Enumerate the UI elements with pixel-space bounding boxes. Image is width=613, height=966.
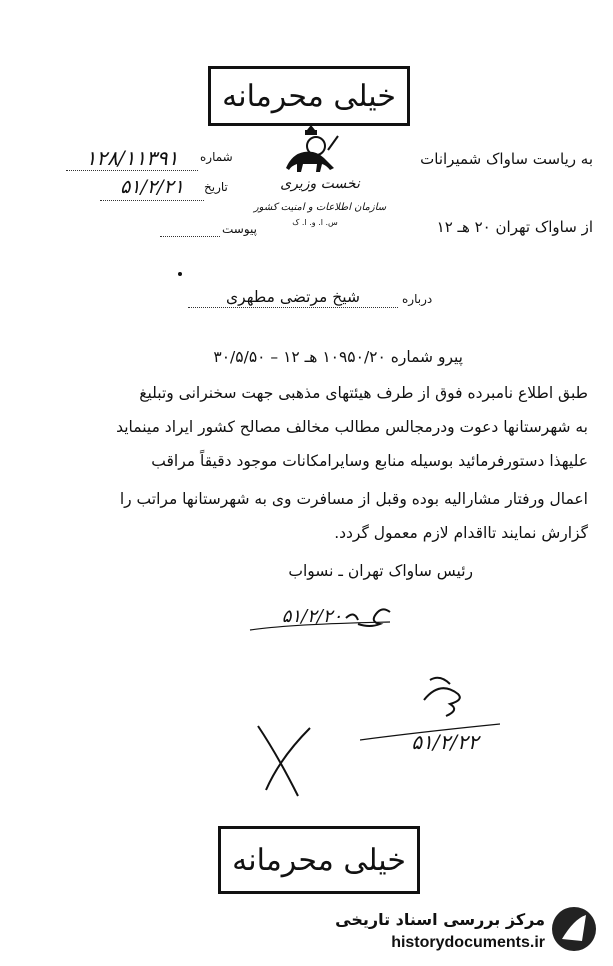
body-line: علیهذا دستورفرمائید بوسیله منابع وسایرامکانات موجود دقیقاً مراقب <box>151 452 588 470</box>
lion-and-sun-icon <box>276 122 346 180</box>
body-line: گزارش نمایند تااقدام لازم معمول گردد. <box>334 524 588 542</box>
attachment-dots <box>160 236 220 237</box>
cross-out-mark <box>250 720 320 800</box>
classification-stamp-top: خیلی محرمانه <box>208 66 410 126</box>
from-line: از ساواک تهران ۲۰ هـ ۱۲ <box>436 218 593 236</box>
annotation-date: ۵۱/۲/۲۲ <box>411 730 479 754</box>
date-value: ۵۱/۲/۲۱ <box>120 176 184 198</box>
subject-dots <box>188 307 398 308</box>
number-value: ۱۲۸/۱۱۳۹۱ <box>85 146 179 170</box>
body-line: به شهرستانها دعوت ودرمجالس مطالب مخالف مصالح کشور ایراد مینماید <box>116 418 588 436</box>
subject-label: درباره <box>402 292 433 306</box>
emblem-organization: سازمان اطلاعات و امنیت کشور <box>253 202 387 213</box>
government-emblem <box>276 122 346 180</box>
classification-stamp-bottom: خیلی محرمانه <box>218 826 420 894</box>
archive-logo-icon <box>550 905 598 953</box>
signature-date: ۵۱/۲/۲۰ <box>281 606 343 627</box>
to-line: به ریاست ساواک شمیرانات <box>420 150 593 168</box>
date-label: تاریخ <box>204 180 228 194</box>
emblem-ministry: نخست وزیری <box>280 176 360 192</box>
archive-logo <box>550 905 598 953</box>
body-line: اعمال ورفتار مشارالیه بوده وقبل از مسافرت وی به شهرستانها مراتب را <box>119 490 588 508</box>
archive-website: historydocuments.ir <box>391 934 545 951</box>
number-dots <box>66 170 198 171</box>
body-line: طبق اطلاع نامبرده فوق از طرف هیئتهای مذهبی جهت سخنرانی وتبلیغ <box>139 384 588 402</box>
reference-line: پیرو شماره ۱۰۹۵۰/۲۰ هـ ۱۲ – ۳۰/۵/۵۰ <box>213 348 463 366</box>
signatory-line: رئیس ساواک تهران ـ نسواب <box>288 562 473 580</box>
subject-value: شیخ مرتضی مطهری <box>226 288 360 306</box>
ink-dot <box>178 272 182 276</box>
attachment-label: پیوست <box>222 222 257 236</box>
date-dots <box>100 200 204 201</box>
archive-name: مرکز بررسی اسناد تاریخی <box>335 910 545 929</box>
number-label: شماره <box>200 150 233 164</box>
emblem-abbreviation: س. ا. و. ا. ک <box>292 218 338 227</box>
